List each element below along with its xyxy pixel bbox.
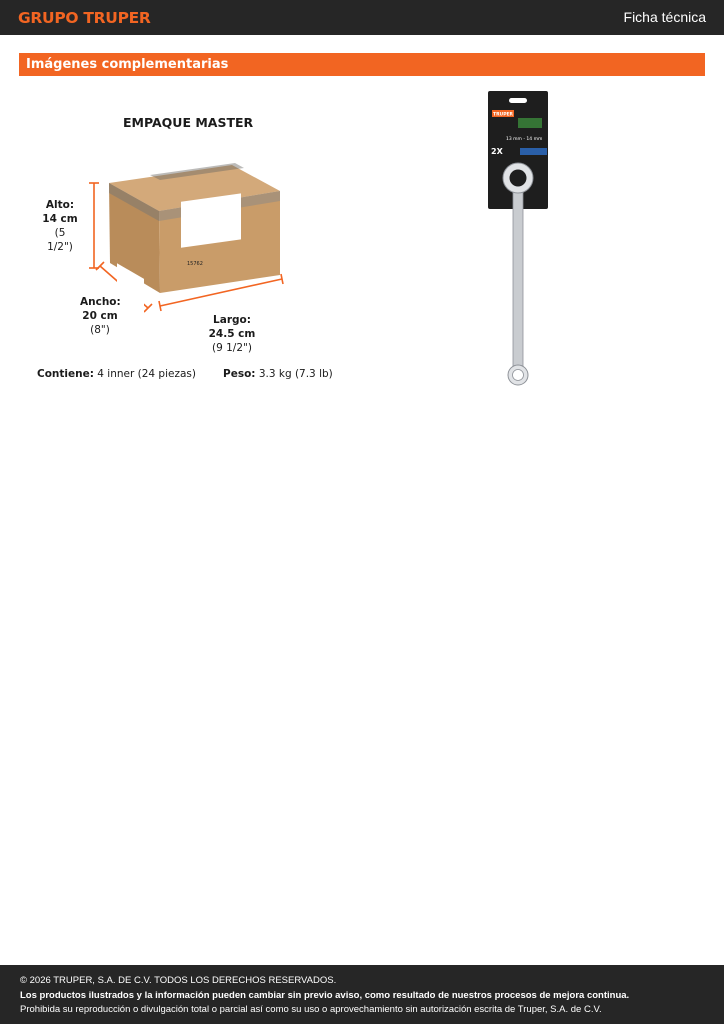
cardboard-box bbox=[109, 163, 280, 319]
footer-prohibition: Prohibida su reproducción o divulgación total o parcial así como su uso o aprovechamiento sin autorización escrita de Truper, S.A. de C.V. bbox=[20, 1004, 602, 1015]
card-size: 13 mm - 14 mm bbox=[506, 137, 543, 142]
section-title: Imágenes complementarias bbox=[26, 57, 229, 72]
wrench-package-illustration bbox=[480, 88, 560, 388]
section-header bbox=[19, 53, 705, 76]
height-label: Alto: 14 cm (5 1/2") bbox=[42, 199, 78, 253]
product-image bbox=[480, 88, 560, 388]
document-type: Ficha técnica bbox=[623, 9, 706, 25]
width-label: Ancho: 20 cm (8") bbox=[80, 296, 121, 336]
height-arrow bbox=[89, 183, 99, 268]
weight-info: Peso: 3.3 kg (7.3 lb) bbox=[223, 368, 333, 380]
brand-logo: GRUPO TRUPER bbox=[18, 9, 151, 27]
master-pack-figure bbox=[30, 105, 340, 395]
footer-notice: Los productos ilustrados y la información pueden cambiar sin previo aviso, como resultado de nuestros procesos de mejora continua. bbox=[20, 990, 630, 1001]
contents-info: Contiene: 4 inner (24 piezas) bbox=[37, 368, 196, 380]
card-brand: TRUPER bbox=[493, 112, 514, 118]
footer bbox=[0, 965, 724, 1024]
master-pack-title: EMPAQUE MASTER bbox=[123, 115, 254, 130]
length-label: Largo: 24.5 cm (9 1/2") bbox=[208, 314, 256, 354]
box-code: 15762 bbox=[187, 261, 203, 267]
footer-copyright: © 2026 TRUPER, S.A. DE C.V. TODOS LOS DERECHOS RESERVADOS. bbox=[20, 975, 337, 986]
top-bar bbox=[0, 0, 724, 35]
card-badge: 2X bbox=[491, 147, 503, 156]
